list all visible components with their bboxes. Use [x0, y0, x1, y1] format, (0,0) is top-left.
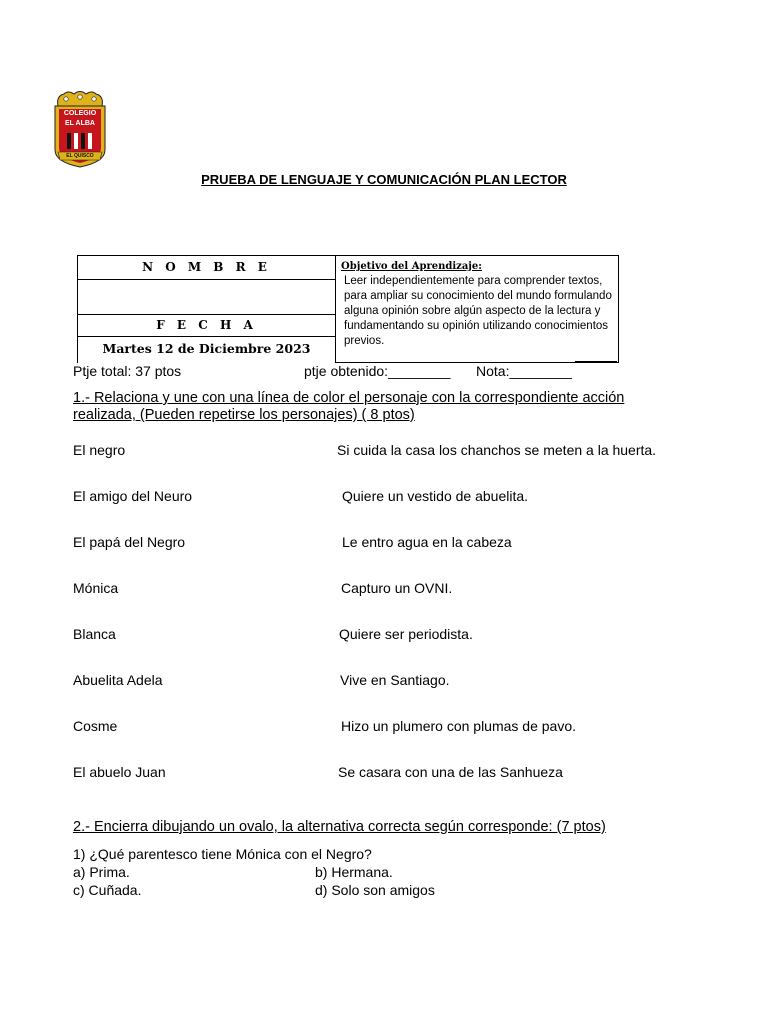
character-item: El papá del Negro: [73, 534, 186, 550]
objective-text: Leer independientemente para comprender textos, para ampliar su conocimiento del mundo formulando alguna opinión sobre algún aspecto de la lectura y fundamentando su opinión utilizando conocimientos previos.: [344, 275, 612, 347]
total-score: Ptje total: 37 ptos: [73, 363, 182, 379]
action-item: Le entro agua en la cabeza: [342, 534, 512, 550]
q2-question: 1) ¿Qué parentesco tiene Mónica con el Negro?: [73, 846, 372, 862]
q1-heading-line2: realizada, (Pueden repetirse los personajes) ( 8 ptos): [73, 407, 415, 423]
fecha-value: Martes 12 de Diciembre 2023: [77, 336, 336, 363]
action-item: Se casara con una de las Sanhueza: [338, 764, 563, 780]
logo-line-3: EL QUISCO: [66, 153, 94, 159]
action-item: Si cuida la casa los chanchos se meten a la huerta.: [337, 442, 657, 458]
action-item: Quiere ser periodista.: [339, 626, 473, 642]
action-item: Capturo un OVNI.: [341, 580, 453, 596]
logo-line-1: COLEGIO: [63, 110, 97, 117]
objective-box: [336, 255, 619, 363]
action-item: Quiere un vestido de abuelita.: [342, 488, 529, 504]
q2-heading: 2.- Encierra dibujando un ovalo, la alternativa correcta según corresponde: (7 ptos): [73, 819, 606, 835]
character-item: Blanca: [73, 626, 116, 642]
character-item: Abuelita Adela: [73, 672, 163, 688]
q1-heading-line1: 1.- Relaciona y une con una línea de color el personaje con la correspondiente acción: [73, 390, 625, 406]
divider-line: [575, 361, 617, 362]
character-item: Mónica: [73, 580, 119, 596]
school-crest-logo: [52, 90, 108, 168]
q2-option-b[interactable]: b) Hermana.: [315, 864, 393, 880]
fecha-label: F E C H A: [77, 314, 336, 337]
q2-option-c[interactable]: c) Cuñada.: [73, 882, 142, 898]
page-title: PRUEBA DE LENGUAJE Y COMUNICACIÓN PLAN LECTOR: [201, 172, 567, 187]
character-item: Cosme: [73, 718, 118, 734]
obtained-score: ptje obtenido:________: [304, 363, 451, 379]
nombre-label: N O M B R E: [77, 255, 336, 280]
character-item: El amigo del Neuro: [73, 488, 193, 504]
action-item: Vive en Santiago.: [340, 672, 450, 688]
objective-title: Objetivo del Aprendizaje:: [341, 261, 482, 272]
q2-option-d[interactable]: d) Solo son amigos: [315, 882, 435, 898]
nombre-field[interactable]: [77, 279, 336, 315]
character-item: El negro: [73, 442, 126, 458]
character-item: El abuelo Juan: [73, 764, 166, 780]
grade: Nota:________: [476, 363, 572, 379]
action-item: Hizo un plumero con plumas de pavo.: [341, 718, 577, 734]
q2-option-a[interactable]: a) Prima.: [73, 864, 130, 880]
student-info-table: [77, 255, 619, 363]
logo-line-2: EL ALBA: [65, 120, 95, 127]
